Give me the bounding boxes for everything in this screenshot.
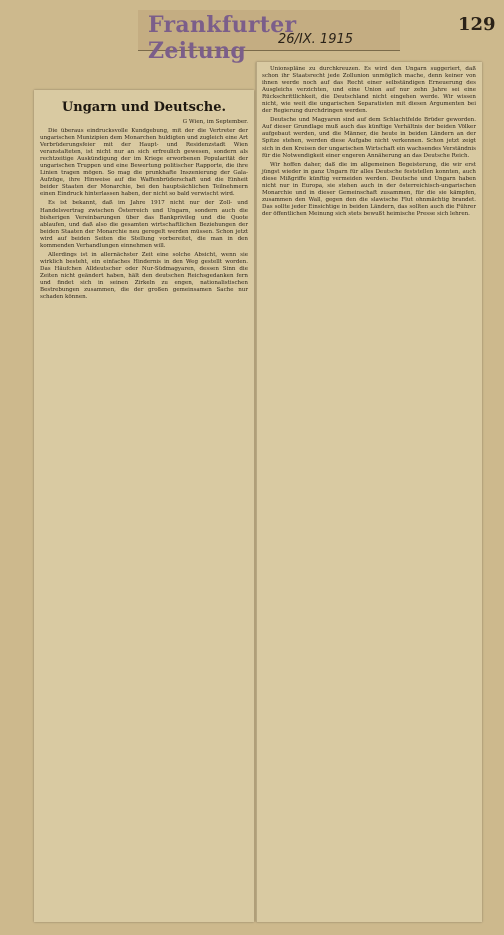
newspaper-masthead [138,10,400,64]
paragraph: Wir hoffen daher, daß die im allgemeinen Begeisterung, die wir erst jüngst wieder in ganz Ungarn für alles Deutsche feststellen konnten, auch diese Mißgriffe künftig vermeiden werden. Deutsche und Ungarn haben nicht nur in Europa, sie stehen auch in der österreichisch-ungarischen Monarchie und in dieser Gemeinschaft zusammen, für die sie kämpfen, zusammen den Wall, gegen den die slawische Flut ohnmächtig brandet. Das sollte jeder Einsichtige in beiden Ländern, das sollten auch die Führer der öffentlichen Meinung sich stets bewußt heimische Presse sich lehren. [262,161,476,217]
article-clipping-right-column [256,62,482,922]
article-dateline: G Wien, im September. [182,119,248,125]
article-clipping-left-column [34,90,254,922]
paragraph: Es ist bekannt, daß im Jahre 1917 nicht nur der Zoll- und Handelsvertrag zwischen Österreich und Ungarn, sondern auch die bisherigen Vereinbarungen über das Bankprivileg und die Quote ablaufen, und daß also die gesamten wirtschaftlichen Beziehungen der beiden Staaten der Monarchie neu geregelt werden müssen. Schon jetzt wird auf beiden Seiten die Stellung vorbereitet, die man in den kommenden Verhandlungen einnehmen will. [40,200,248,249]
masthead-title: Frankfurter Zeitung [148,12,297,64]
right-column-text [262,66,476,218]
paragraph: Deutsche und Magyaren sind auf dem Schlachtfelde Brüder geworden. Auf dieser Grundlage muß auch das künftige Verhältnis der beiden Völker aufgebaut werden, und die Männer, die heute in beiden Ländern an der Spitze stehen, werden diese Aufgabe nicht verkennen. Schon jetzt zeigt sich in den Kreisen der ungarischen Wirtschaft ein wachsendes Verständnis für die Notwendigkeit einer engeren Annäherung an das Deutsche Reich. [262,117,477,159]
handwritten-date: 26/IX. 1915 [278,32,354,47]
fold-line [256,62,257,922]
article-title: Ungarn und Deutsche. [61,100,227,115]
left-column-text [40,128,248,301]
paragraph: Allerdings ist in allernächster Zeit eine solche Absicht, wenn sie wirklich besteht, ein einfaches Hindernis in den Weg gestellt worden. Das Häufchen Alldeutscher oder Nur-Südmagyaren, dessen Sinn die Zeiten nicht geändert haben, hält den deutschen Reichsgedanken fern und findet sich in seinen Zirkeln zu engen, nationalistischen Bestrebungen zusammen, die der großen gemeinsamen Sache nur schaden können. [40,251,248,301]
paragraph: Unionspläne zu durchkreuzen. Es wird den Ungarn suggeriert, daß schon ihr Staatsrecht jede Zollunion unmöglich mache, denn keiner von ihnen werde noch auf das Recht einer selbständigen Erneuerung des Ausgleichs verzichten, und eine Union auf nur zehn Jahre sei eine Rückschrittlichkeit, die Deutschland nicht eingehen werde. Wir wissen nicht, wie weit die ungarischen Separatisten mit diesen Argumenten bei der Regierung durchdringen werden. [262,66,476,115]
page-number: 129 [458,14,496,35]
paragraph: Die überaus eindrucksvolle Kundgebung, mit der die Vertreter der ungarischen Munizipien dem Monarchen huldigten und zugleich eine Art Verbrüderungsfeier mit der Haupt- und Residenzstadt Wien veranstalteten, ist nicht nur an sich erfreulich gewesen, sondern als rechtzeitige Auskündigung der im Kriege erworbenen Popularität der ungarischen Truppen und eine Bewertung politischer Rapporte, die ihre Linien tragen mögen. So mag die prunkhafte Inszenierung der Gala-Aufzüge, ihre Hinweise auf die Waffenbrüderschaft und die Einheit beider Staaten der Monarchie, bei den hauptsächlichen Teilnehmern einen Eindruck hinterlassen haben, der nicht so bald verwischt wird. [40,128,248,198]
